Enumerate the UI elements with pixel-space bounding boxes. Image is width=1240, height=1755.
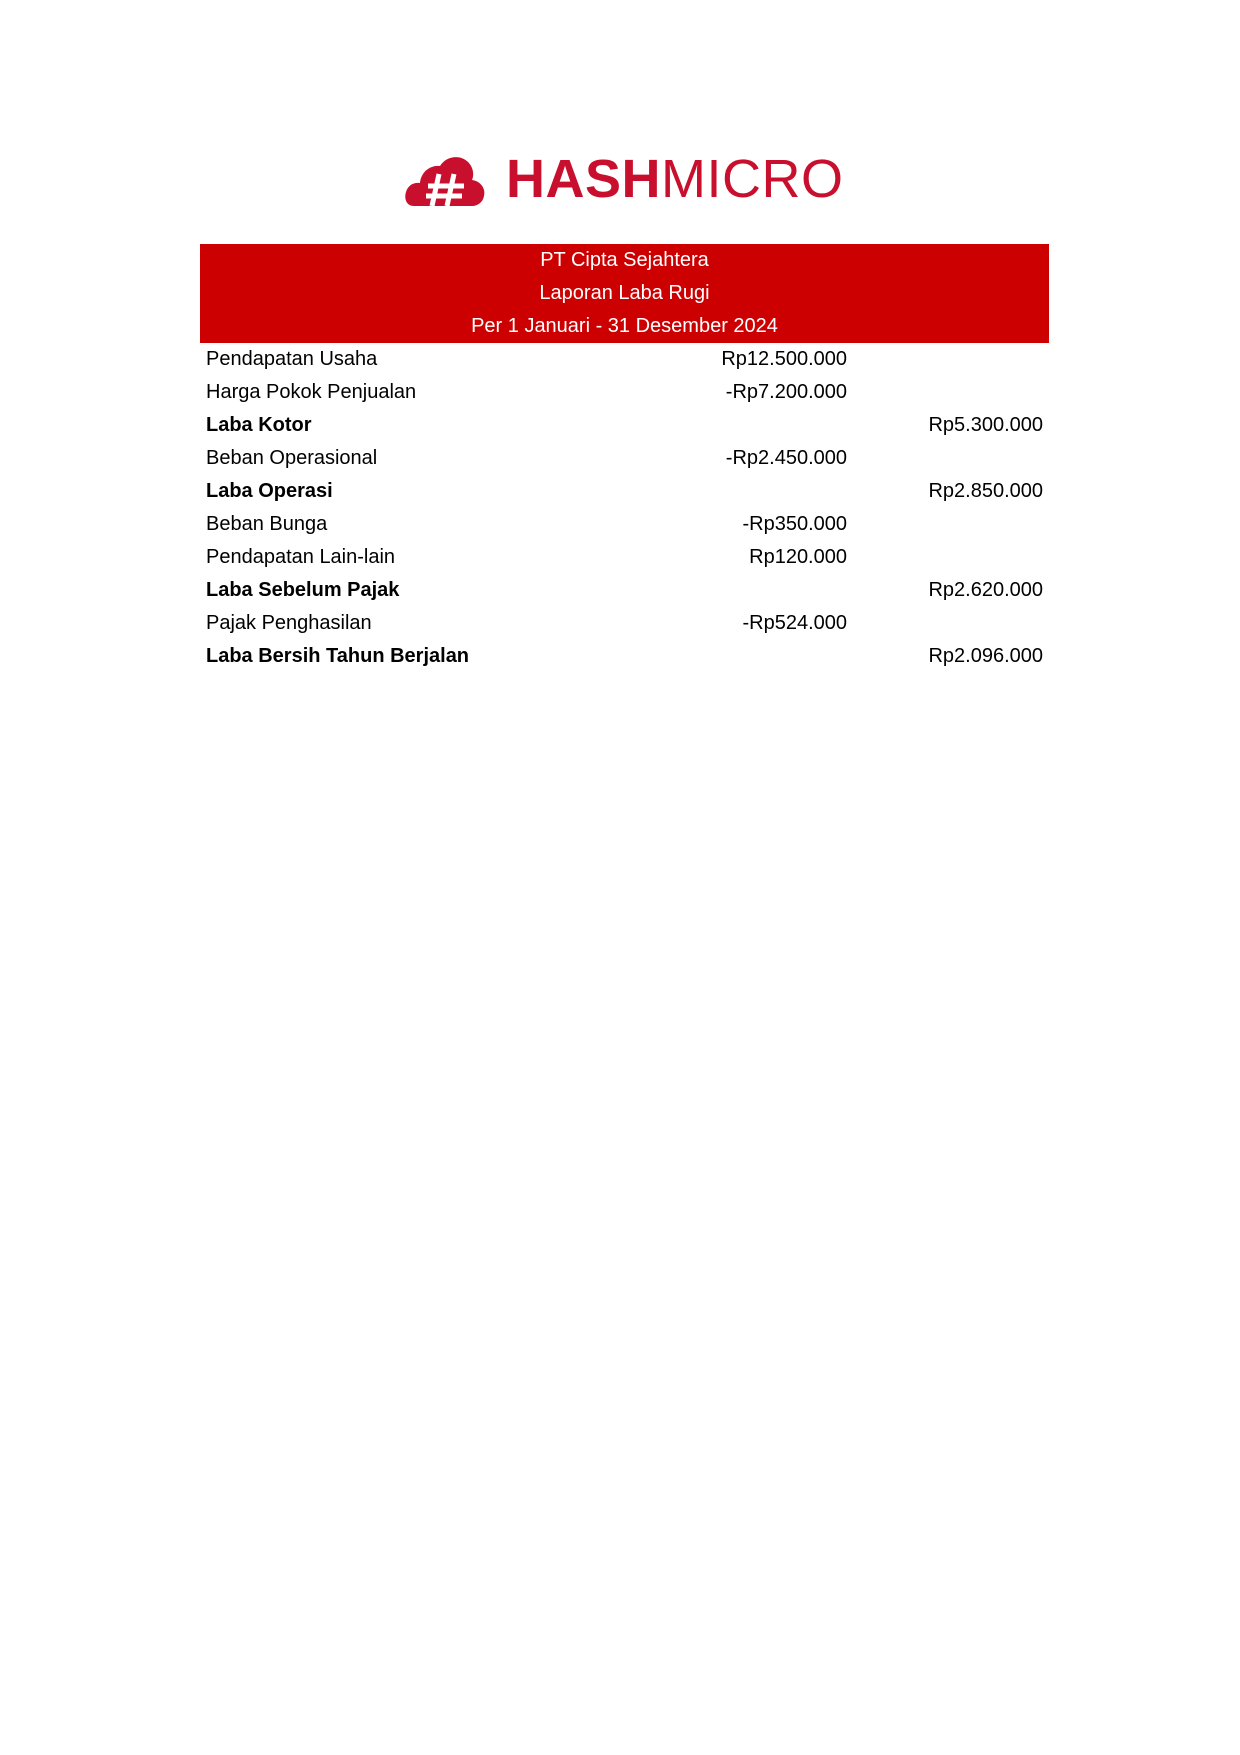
row-laba-kotor	[200, 409, 1049, 442]
row-label: Laba Kotor	[206, 414, 312, 436]
row-beban-bunga	[200, 508, 1049, 541]
row-pendapatan-lain-lain	[200, 541, 1049, 574]
row-harga-pokok-penjualan	[200, 376, 1049, 409]
row-total: Rp2.620.000	[928, 579, 1043, 601]
row-pendapatan-usaha	[200, 343, 1049, 376]
report-title: Laporan Laba Rugi	[539, 282, 710, 304]
row-amount: -Rp7.200.000	[725, 381, 847, 403]
brand-name-bold: HASH	[506, 149, 662, 209]
row-label: Laba Operasi	[206, 480, 333, 502]
row-label: Pendapatan Lain-lain	[206, 546, 396, 568]
row-pajak-penghasilan	[200, 607, 1049, 640]
row-amount: Rp12.500.000	[721, 348, 847, 370]
row-label: Pajak Penghasilan	[206, 612, 372, 634]
income-statement	[200, 244, 1049, 673]
row-laba-bersih-tahun-berjalan	[200, 640, 1049, 673]
row-amount: Rp120.000	[749, 546, 847, 568]
row-laba-sebelum-pajak	[200, 574, 1049, 607]
report-header	[200, 244, 1049, 343]
row-label: Beban Bunga	[206, 513, 328, 535]
company-name: PT Cipta Sejahtera	[540, 249, 709, 271]
row-amount: -Rp2.450.000	[725, 447, 847, 469]
row-beban-operasional	[200, 442, 1049, 475]
row-label: Laba Bersih Tahun Berjalan	[206, 645, 470, 667]
row-total: Rp5.300.000	[928, 414, 1043, 436]
row-amount: -Rp350.000	[742, 513, 847, 535]
row-label: Pendapatan Usaha	[206, 348, 378, 370]
hashtag-cloud-icon	[404, 150, 486, 208]
row-amount: -Rp524.000	[742, 612, 847, 634]
hashmicro-logo	[404, 148, 844, 210]
row-label: Laba Sebelum Pajak	[206, 579, 400, 601]
row-laba-operasi	[200, 475, 1049, 508]
brand-name-light: MICRO	[661, 149, 844, 209]
row-label: Beban Operasional	[206, 447, 378, 469]
report-period: Per 1 Januari - 31 Desember 2024	[471, 315, 778, 337]
brand-name	[506, 148, 844, 210]
row-label: Harga Pokok Penjualan	[206, 381, 417, 403]
row-total: Rp2.850.000	[928, 480, 1043, 502]
row-total: Rp2.096.000	[928, 645, 1043, 667]
